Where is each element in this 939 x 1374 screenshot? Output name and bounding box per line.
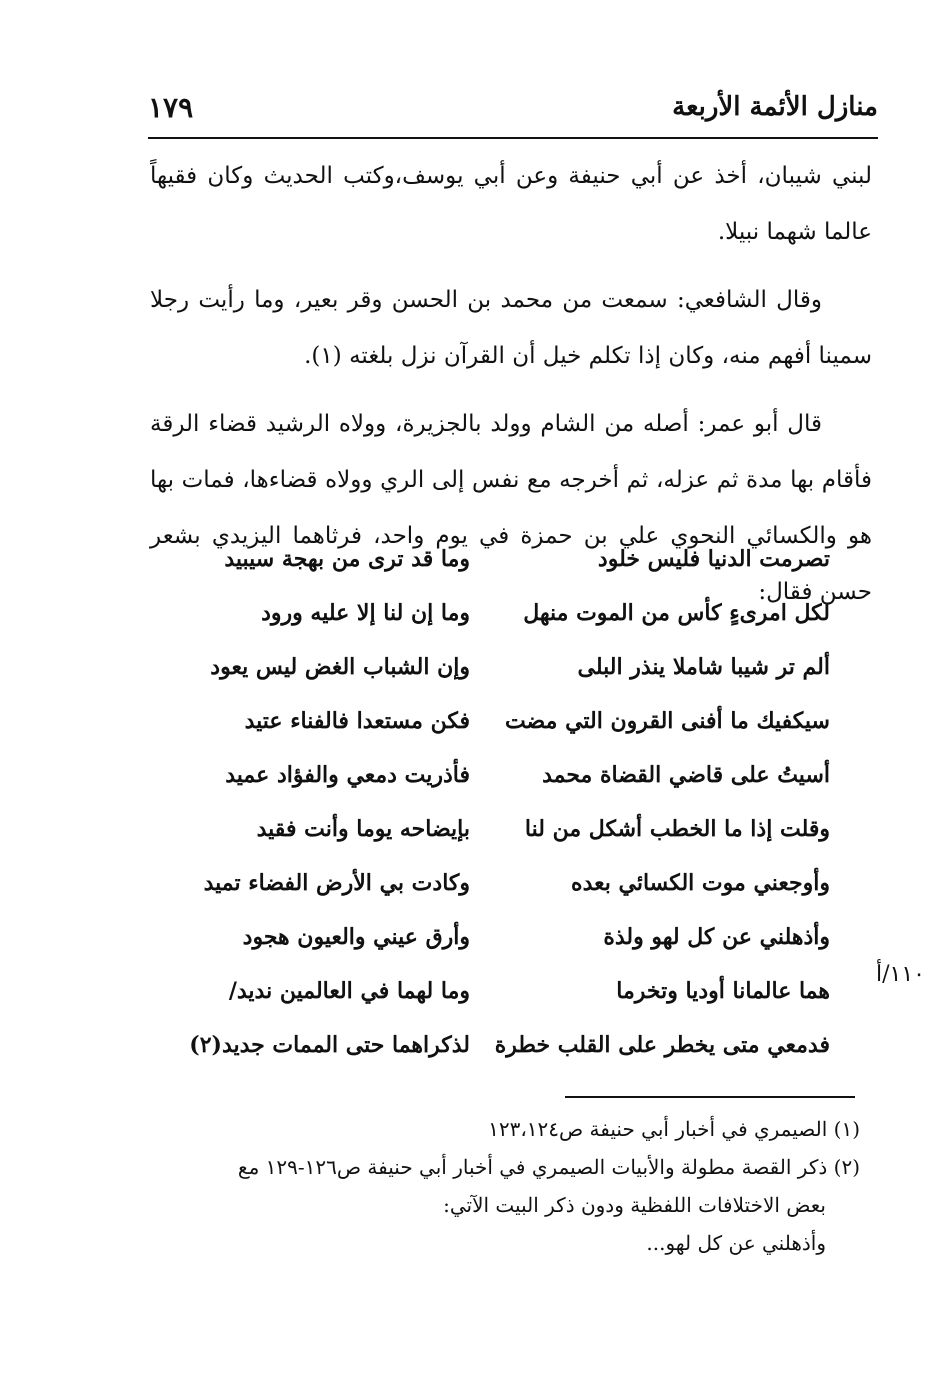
verse-8-second: وأرق عيني والعيون هجود bbox=[242, 924, 470, 950]
footnote-2-quoted-verse: وأذهلني عن كل لهو... bbox=[646, 1231, 826, 1255]
margin-folio-note: ١١٠/أ bbox=[876, 962, 925, 987]
verse-10 bbox=[170, 1018, 830, 1072]
footnote-rule bbox=[565, 1096, 855, 1098]
verse-3 bbox=[170, 640, 830, 694]
verse-9-second: وما لهما في العالمين نديد/ bbox=[228, 978, 470, 1004]
footnotes bbox=[140, 1110, 860, 1262]
paragraph-3: قال أبو عمر: أصله من الشام وولد بالجزيرة، وولاه الرشيد قضاء الرقة فأقام بها مدة ثم عزله، ثم أخرجه مع نفس إلى الري وولاه قضاءها، فمات بها هو والكسائي النحوي علي بن حمزة في يوم واحد، فرثاهما اليزيدي بشعر حسن فقال: bbox=[150, 411, 872, 605]
page-header bbox=[148, 82, 878, 132]
verse-5 bbox=[170, 748, 830, 802]
verse-10-second: لذكراهما حتى الممات جديد(٢) bbox=[189, 1032, 470, 1058]
verse-4-second: فكن مستعدا فالفناء عتيد bbox=[244, 708, 470, 734]
verse-2 bbox=[170, 586, 830, 640]
verse-8-first: وأذهلني عن كل لهو ولذة bbox=[603, 924, 830, 950]
verse-6-first: وقلت إذا ما الخطب أشكل من لنا bbox=[524, 816, 830, 842]
verse-9-first: هما عالمانا أوديا وتخرما bbox=[616, 978, 830, 1004]
verse-7-first: وأوجعني موت الكسائي بعده bbox=[571, 870, 830, 896]
verse-6-second: بإيضاحه يوما وأنت فقيد bbox=[256, 816, 470, 842]
verse-1-second: وما قد ترى من بهجة سيبيد bbox=[224, 546, 470, 572]
verse-8 bbox=[170, 910, 830, 964]
verse-4-first: سيكفيك ما أفنى القرون التي مضت bbox=[504, 708, 830, 734]
paragraph-1: لبني شيبان، أخذ عن أبي حنيفة وعن أبي يوسف،وكتب الحديث وكان فقيهاً عالما شهما نبيلا. bbox=[150, 163, 872, 245]
verse-6 bbox=[170, 802, 830, 856]
verse-10-first: فدمعي متى يخطر على القلب خطرة bbox=[494, 1032, 830, 1058]
footnote-2-continuation: بعض الاختلافات اللفظية ودون ذكر البيت الآتي: bbox=[443, 1193, 826, 1217]
verse-7-second: وكادت بي الأرض الفضاء تميد bbox=[203, 870, 470, 896]
verse-2-second: وما إن لنا إلا عليه ورود bbox=[261, 600, 470, 626]
verse-3-first: ألم تر شيبا شاملا ينذر البلى bbox=[577, 654, 830, 680]
footnote-2: (٢) ذكر القصة مطولة والأبيات الصيمري في أخبار أبي حنيفة ص١٢٦-١٢٩ مع bbox=[237, 1155, 860, 1179]
page-number: ١٧٩ bbox=[148, 90, 194, 124]
footnote-1: (١) الصيمري في أخبار أبي حنيفة ص١٢٣،١٢٤ bbox=[488, 1117, 860, 1141]
verse-2-first: لكل امرىءٍ كأس من الموت منهل bbox=[523, 600, 830, 626]
verse-1-first: تصرمت الدنيا فليس خلود bbox=[597, 546, 830, 572]
paragraph-2: وقال الشافعي: سمعت من محمد بن الحسن وقر بعير، وما رأيت رجلا سمينا أفهم منه، وكان إذا تكلم خيل أن القرآن نزل بلغته (١). bbox=[150, 287, 872, 369]
verse-7 bbox=[170, 856, 830, 910]
poem bbox=[170, 532, 830, 1072]
verse-5-first: أسيتُ على قاضي القضاة محمد bbox=[542, 762, 830, 788]
header-rule bbox=[148, 137, 878, 139]
verse-3-second: وإن الشباب الغض ليس يعود bbox=[210, 654, 470, 680]
running-title: منازل الأئمة الأربعة bbox=[672, 92, 878, 122]
verse-9 bbox=[170, 964, 830, 1018]
verse-4 bbox=[170, 694, 830, 748]
verse-5-second: فأذريت دمعي والفؤاد عميد bbox=[225, 762, 470, 788]
verse-1 bbox=[170, 532, 830, 586]
